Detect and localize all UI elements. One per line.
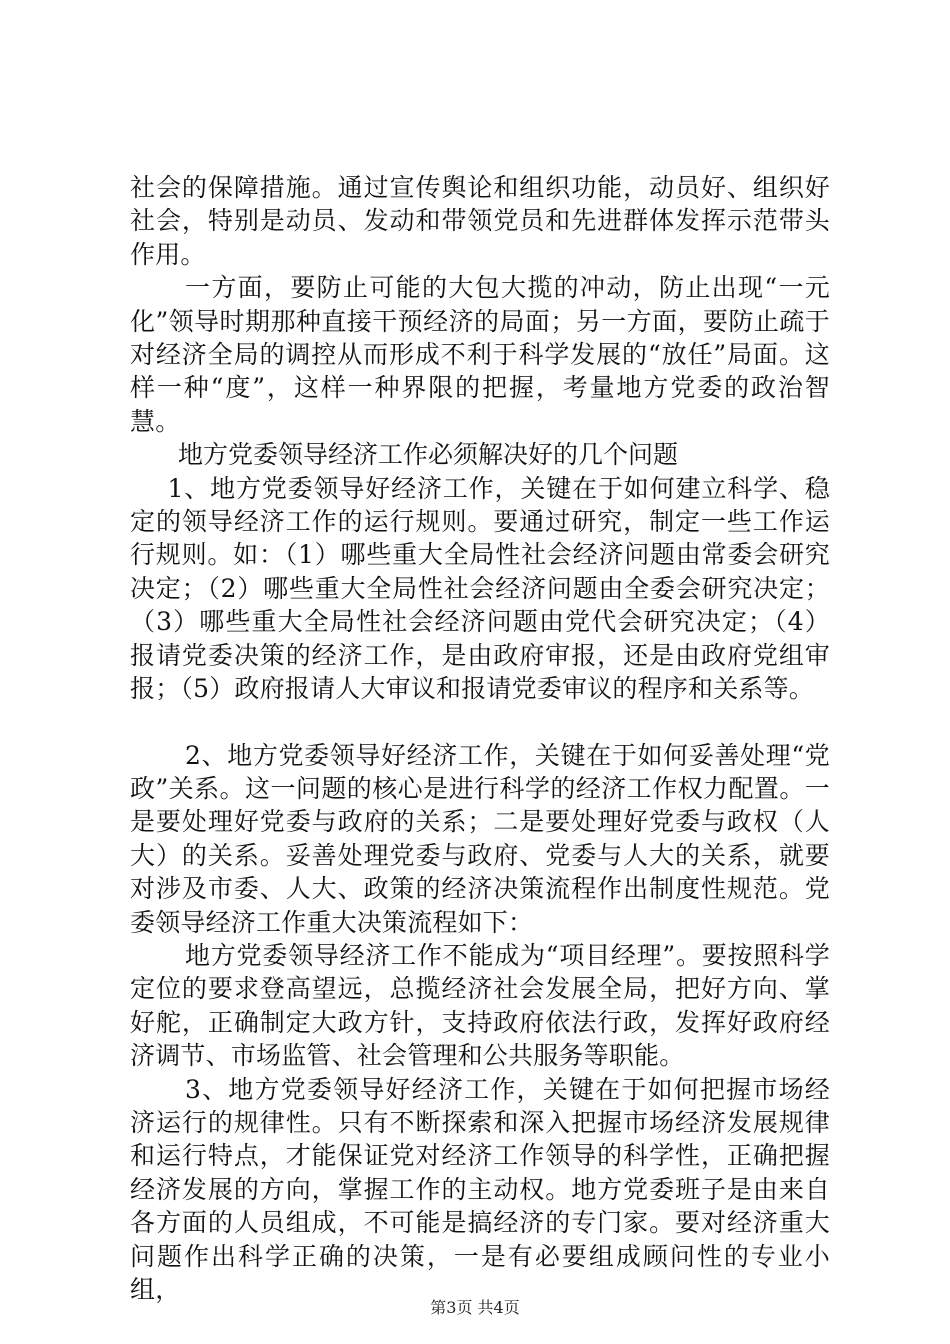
- paragraph-point-2: 2、地方党委领导好经济工作，关键在于如何妥善处理“党政”关系。这一问题的核心是进行科学的经济工作权力配置。一是要处理好党委与政府的关系；二是要处理好党委与政权（人大）的关系。妥善处理党委与政府、党委与人大的关系，就要对涉及市委、人大、政策的经济决策流程作出制度性规范。党委领导经济工作重大决策流程如下：: [130, 740, 830, 937]
- paragraph-point-3: 3、地方党委领导好经济工作，关键在于如何把握市场经济运行的规律性。只有不断探索和深入把握市场经济发展规律和运行特点，才能保证党对经济工作领导的科学性，正确把握经济发展的方向，掌握工作的主动权。地方党委班子是由来自各方面的人员组成，不可能是搞经济的专门家。要对经济重大问题作出科学正确的决策，一是有必要组成顾问性的专业小组，: [130, 1074, 830, 1304]
- section-heading: 地方党委领导经济工作必须解决好的几个问题: [178, 440, 679, 470]
- paragraph-1: 社会的保障措施。通过宣传舆论和组织功能，动员好、组织好社会，特别是动员、发动和带领党员和先进群体发挥示范带头作用。: [130, 173, 830, 269]
- paragraph-project-manager: 地方党委领导经济工作不能成为“项目经理”。要按照科学定位的要求登高望远，总揽经济社会发展全局，把好方向、掌好舵，正确制定大政方针，支持政府依法行政，发挥好政府经济调节、市场监管、社会管理和公共服务等职能。: [130, 940, 830, 1071]
- page-number-footer: 第3页 共4页: [430, 1298, 520, 1317]
- paragraph-point-1: 1、地方党委领导好经济工作，关键在于如何建立科学、稳定的领导经济工作的运行规则。要通过研究，制定一些工作运行规则。如：（1）哪些重大全局性社会经济问题由常委会研究决定；（2）哪些重大全局性社会经济问题由全委会研究决定；（3）哪些重大全局性社会经济问题由党代会研究决定；（4）报请党委决策的经济工作，是由政府审报，还是由政府党组审报；（5）政府报请人大审议和报请党委审议的程序和关系等。: [130, 473, 830, 704]
- paragraph-2: 一方面，要防止可能的大包大揽的冲动，防止出现“一元化”领导时期那种直接干预经济的局面；另一方面，要防止疏于对经济全局的调控从而形成不利于科学发展的“放任”局面。这样一种“度”，这样一种界限的把握，考量地方党委的政治智慧。: [130, 273, 830, 436]
- paragraph-gap: [130, 706, 830, 739]
- document-body: [130, 171, 830, 1306]
